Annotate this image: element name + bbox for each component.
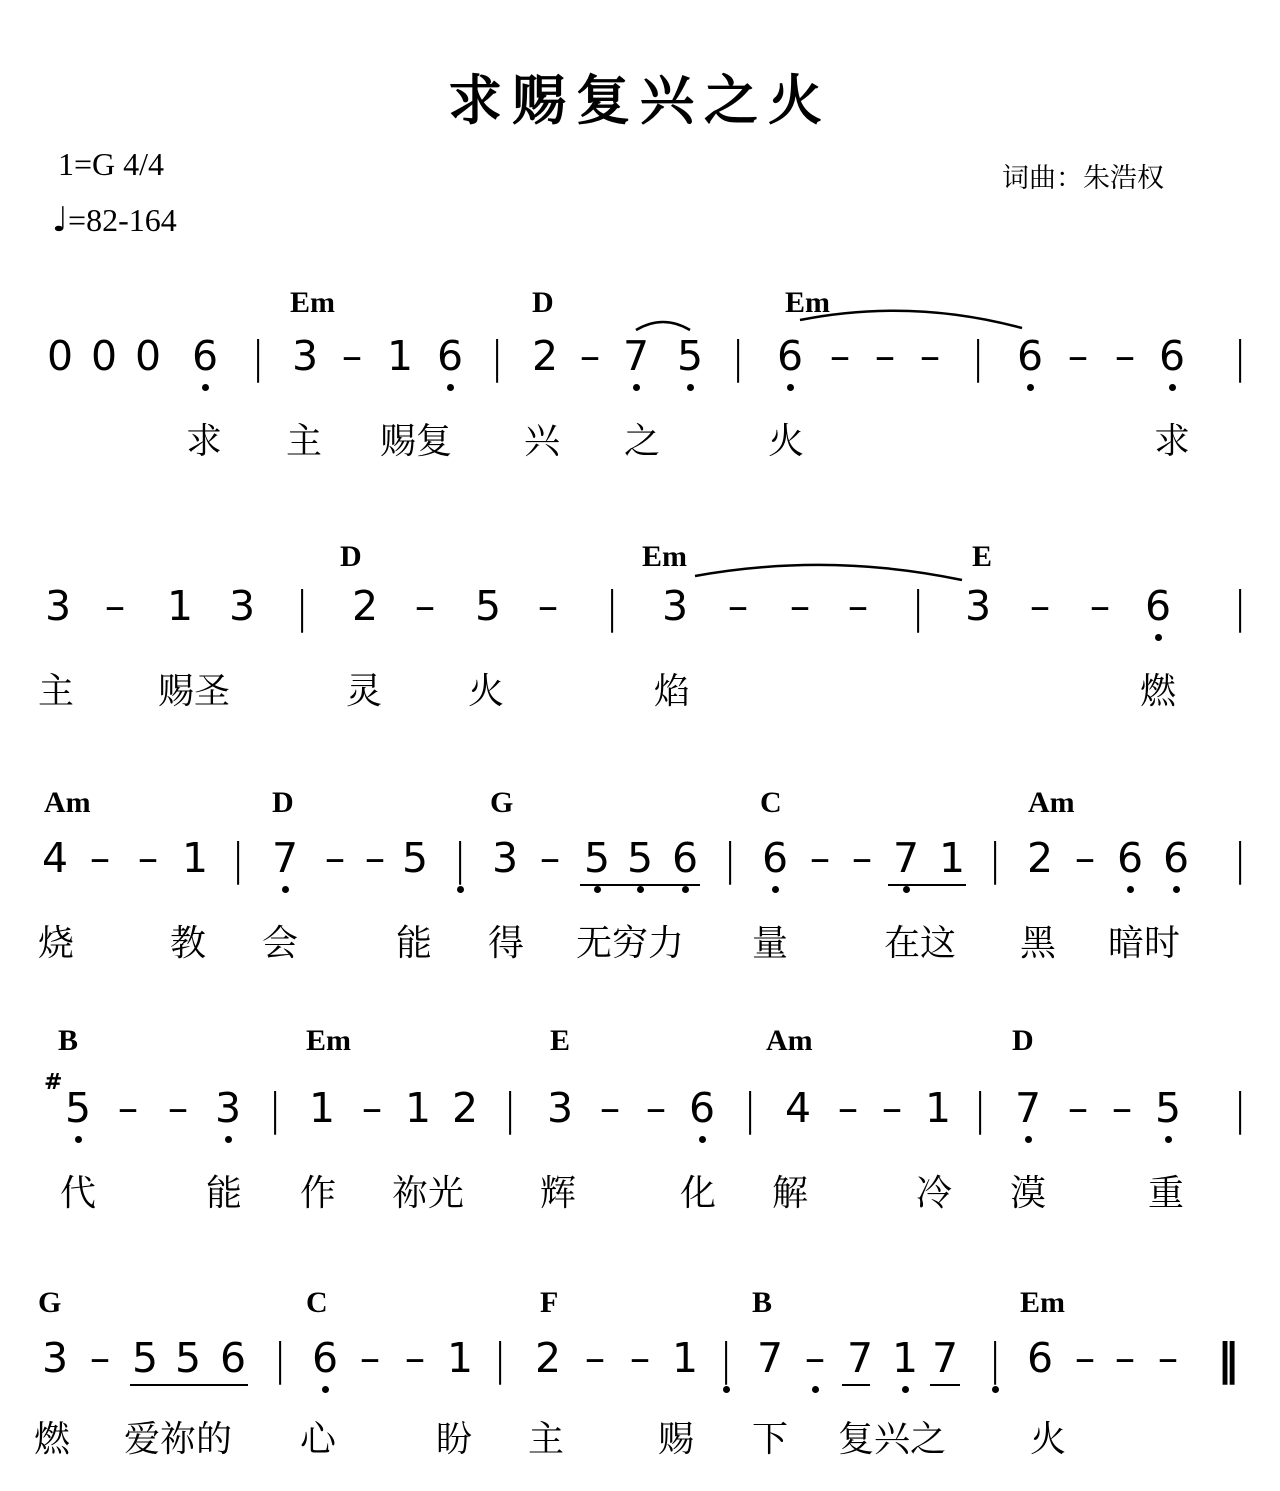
eighth-underline <box>842 1384 870 1386</box>
sharp-sign: # <box>44 1070 63 1095</box>
low-octave-dot <box>75 1136 82 1143</box>
lyric-syllable: 暗时 <box>1108 923 1181 964</box>
note-digit: 1 <box>166 582 194 630</box>
note-digit: 6 <box>1116 834 1144 882</box>
lyric-syllable: 量 <box>752 923 789 964</box>
note-digit: 7 <box>271 834 299 882</box>
lyric-syllable: 主 <box>286 421 323 462</box>
chord-symbol: Em <box>306 1024 351 1057</box>
lyric-syllable: 能 <box>396 923 433 964</box>
lyric-syllable: 烧 <box>38 923 75 964</box>
lyric-syllable: 祢光 <box>392 1173 465 1214</box>
note-digit: 1 <box>891 1334 919 1382</box>
bar-line: | <box>452 834 468 885</box>
low-octave-dot <box>1173 886 1180 893</box>
dash-extension: – <box>1089 582 1111 630</box>
lyric-syllable: 灵 <box>346 671 383 712</box>
bar-line: | <box>294 582 310 633</box>
tempo-marking <box>52 200 177 240</box>
dash-extension: – <box>809 834 831 882</box>
key-and-meter: 1=G 4/4 <box>58 146 165 182</box>
lyric-syllable: 盼 <box>436 1419 473 1460</box>
quarter-note-icon: ♩ <box>52 200 69 240</box>
dash-extension: – <box>579 332 601 380</box>
note-digit: 1 <box>671 1334 699 1382</box>
lyric-syllable: 教 <box>170 923 207 964</box>
note-digit: 3 <box>291 332 319 380</box>
chord-symbol: Em <box>642 540 687 573</box>
low-octave-dot <box>787 384 794 391</box>
chord-symbol: B <box>752 1286 773 1319</box>
note-digit: 7 <box>1014 1084 1042 1132</box>
bar-line: | <box>1232 332 1248 383</box>
dash-extension: – <box>584 1334 606 1382</box>
dash-extension: – <box>361 1084 383 1132</box>
lyric-syllable: 化 <box>680 1173 717 1214</box>
bar-line: | <box>742 1084 758 1135</box>
chord-symbol: Em <box>785 286 830 319</box>
dash-extension: – <box>537 582 559 630</box>
chord-symbol: Am <box>766 1024 813 1057</box>
note-digit: 5 <box>1154 1084 1182 1132</box>
lyric-syllable: 赐复 <box>380 421 453 462</box>
note-digit: 3 <box>661 582 689 630</box>
lyric-syllable: 赐 <box>658 1419 695 1460</box>
note-digit: 6 <box>761 834 789 882</box>
dash-extension: – <box>117 1084 139 1132</box>
note-digit: 4 <box>41 834 69 882</box>
note-digit: 5 <box>676 332 704 380</box>
bar-line: | <box>730 332 746 383</box>
lyric-syllable: 会 <box>262 923 299 964</box>
lyric-syllable: 漠 <box>1010 1173 1047 1214</box>
slur-arc <box>800 311 1022 328</box>
dash-extension: – <box>539 834 561 882</box>
dash-extension: – <box>364 834 386 882</box>
tempo-value: =82-164 <box>68 202 177 238</box>
bar-line: | <box>910 582 926 633</box>
dash-extension: – <box>89 834 111 882</box>
low-octave-dot <box>457 886 464 893</box>
chord-symbol: B <box>58 1024 79 1057</box>
bar-line: | <box>250 332 266 383</box>
note-digit: 2 <box>1026 834 1054 882</box>
lyric-syllable: 在这 <box>884 923 957 964</box>
low-octave-dot <box>687 384 694 391</box>
lyric-syllable: 火 <box>1030 1419 1067 1460</box>
lyric-syllable: 辉 <box>540 1173 577 1214</box>
dash-extension: – <box>599 1084 621 1132</box>
low-octave-dot <box>225 1136 232 1143</box>
note-digit: 3 <box>546 1084 574 1132</box>
dash-extension: – <box>341 332 363 380</box>
note-digit: 4 <box>784 1084 812 1132</box>
note-digit: 3 <box>214 1084 242 1132</box>
note-digit: 3 <box>964 582 992 630</box>
note-digit: 5 <box>583 834 611 882</box>
low-octave-dot <box>633 384 640 391</box>
slur-arc <box>636 322 690 330</box>
note-digit: 1 <box>404 1084 432 1132</box>
low-octave-dot <box>699 1136 706 1143</box>
note-digit: 6 <box>1144 582 1172 630</box>
lyric-syllable: 得 <box>488 923 525 964</box>
bar-line: | <box>230 834 246 885</box>
note-digit: 7 <box>846 1334 874 1382</box>
lyric-syllable: 求 <box>1154 421 1191 462</box>
note-digit: 5 <box>64 1084 92 1132</box>
dash-extension: – <box>837 1084 859 1132</box>
final-bar-line: ‖ <box>1217 1334 1233 1385</box>
chord-symbol: E <box>550 1024 571 1057</box>
note-digit: 3 <box>41 1334 69 1382</box>
low-octave-dot <box>992 1386 999 1393</box>
dash-extension: – <box>727 582 749 630</box>
chord-symbol: D <box>532 286 554 319</box>
bar-line: | <box>722 834 738 885</box>
note-digit: 6 <box>1026 1334 1054 1382</box>
note-digit: 7 <box>931 1334 959 1382</box>
note-digit: 1 <box>181 834 209 882</box>
lyric-syllable: 黑 <box>1020 923 1057 964</box>
dash-extension: – <box>137 834 159 882</box>
dash-extension: – <box>804 1334 826 1382</box>
lyric-syllable: 求 <box>186 421 223 462</box>
low-octave-dot <box>1027 384 1034 391</box>
note-digit: 5 <box>131 1334 159 1382</box>
low-octave-dot <box>1155 634 1162 641</box>
lyric-syllable: 下 <box>752 1419 789 1460</box>
dash-extension: – <box>359 1334 381 1382</box>
lyric-syllable: 作 <box>300 1173 337 1214</box>
dash-extension: – <box>1067 1084 1089 1132</box>
note-digit: 0 <box>46 332 74 380</box>
note-digit: 1 <box>446 1334 474 1382</box>
lyric-syllable: 复兴之 <box>838 1419 947 1460</box>
dash-extension: – <box>1067 332 1089 380</box>
dash-extension: – <box>789 582 811 630</box>
low-octave-dot <box>903 886 910 893</box>
note-digit: 2 <box>531 332 559 380</box>
chord-symbol: Am <box>1028 786 1075 819</box>
note-digit: 2 <box>451 1084 479 1132</box>
chord-symbol: Em <box>290 286 335 319</box>
eighth-underline <box>580 884 700 886</box>
dash-extension: – <box>324 834 346 882</box>
note-digit: 6 <box>688 1084 716 1132</box>
note-digit: 3 <box>228 582 256 630</box>
note-digit: 1 <box>386 332 414 380</box>
note-digit: 5 <box>174 1334 202 1382</box>
lyric-syllable: 兴 <box>524 421 561 462</box>
dash-extension: – <box>1111 1084 1133 1132</box>
lyric-syllable: 心 <box>300 1419 337 1460</box>
dash-extension: – <box>874 332 896 380</box>
dash-extension: – <box>1074 1334 1096 1382</box>
dash-extension: – <box>629 1334 651 1382</box>
chord-symbol: G <box>38 1286 62 1319</box>
bar-line: | <box>604 582 620 633</box>
dash-extension: – <box>1074 834 1096 882</box>
dash-extension: – <box>404 1334 426 1382</box>
dash-extension: – <box>414 582 436 630</box>
low-octave-dot <box>202 384 209 391</box>
bar-line: | <box>1232 582 1248 633</box>
bar-line: | <box>718 1334 734 1385</box>
note-digit: 6 <box>776 332 804 380</box>
chord-symbol: C <box>760 786 782 819</box>
dash-extension: – <box>881 1084 903 1132</box>
dash-extension: – <box>645 1084 667 1132</box>
note-digit: 6 <box>311 1334 339 1382</box>
dash-extension: – <box>89 1334 111 1382</box>
lyric-syllable: 燃 <box>34 1419 71 1460</box>
low-octave-dot <box>1165 1136 1172 1143</box>
bar-line: | <box>987 1334 1003 1385</box>
note-digit: 6 <box>436 332 464 380</box>
chord-symbol: C <box>306 1286 328 1319</box>
note-digit: 7 <box>622 332 650 380</box>
note-digit: 6 <box>1016 332 1044 380</box>
bar-line: | <box>492 1334 508 1385</box>
bar-line: | <box>272 1334 288 1385</box>
bar-line: | <box>972 1084 988 1135</box>
note-digit: 0 <box>90 332 118 380</box>
chord-symbol: D <box>340 540 362 573</box>
low-octave-dot <box>812 1386 819 1393</box>
dash-extension: – <box>829 332 851 380</box>
dash-extension: – <box>851 834 873 882</box>
note-digit: 6 <box>671 834 699 882</box>
song-title: 求赐复兴之火 <box>448 68 832 132</box>
lyric-syllable: 代 <box>60 1173 97 1214</box>
note-digit: 7 <box>892 834 920 882</box>
chord-symbol: Em <box>1020 1286 1065 1319</box>
low-octave-dot <box>594 886 601 893</box>
low-octave-dot <box>1127 886 1134 893</box>
note-digit: 0 <box>134 332 162 380</box>
note-digit: 1 <box>938 834 966 882</box>
note-digit: 6 <box>219 1334 247 1382</box>
dash-extension: – <box>1029 582 1051 630</box>
dash-extension: – <box>847 582 869 630</box>
low-octave-dot <box>902 1386 909 1393</box>
note-digit: 5 <box>474 582 502 630</box>
low-octave-dot <box>1025 1136 1032 1143</box>
note-digit: 6 <box>191 332 219 380</box>
eighth-underline <box>130 1384 248 1386</box>
note-digit: 5 <box>401 834 429 882</box>
chord-symbol: D <box>272 786 294 819</box>
lyric-syllable: 之 <box>624 421 661 462</box>
lyric-syllable: 主 <box>528 1419 565 1460</box>
lyric-syllable: 解 <box>772 1173 809 1214</box>
note-digit: 6 <box>1162 834 1190 882</box>
lyric-syllable: 焰 <box>654 671 691 712</box>
note-digit: 1 <box>308 1084 336 1132</box>
note-digit: 6 <box>1158 332 1186 380</box>
note-digit: 5 <box>626 834 654 882</box>
lyric-syllable: 无穷力 <box>576 923 685 964</box>
eighth-underline <box>930 1384 960 1386</box>
note-digit: 1 <box>924 1084 952 1132</box>
note-digit: 2 <box>534 1334 562 1382</box>
credit: 词曲：朱浩权 <box>1002 163 1164 194</box>
bar-line: | <box>489 332 505 383</box>
chord-symbol: G <box>490 786 514 819</box>
bar-line: | <box>987 834 1003 885</box>
chord-symbol: D <box>1012 1024 1034 1057</box>
lyric-syllable: 冷 <box>916 1173 953 1214</box>
dash-extension: – <box>104 582 126 630</box>
note-digit: 2 <box>351 582 379 630</box>
lyric-syllable: 能 <box>206 1173 243 1214</box>
chord-symbol: Am <box>44 786 91 819</box>
lyric-syllable: 赐圣 <box>158 671 231 712</box>
low-octave-dot <box>447 384 454 391</box>
slur-arc <box>695 565 962 580</box>
lyric-syllable: 重 <box>1148 1173 1185 1214</box>
low-octave-dot <box>637 886 644 893</box>
note-digit: 7 <box>756 1334 784 1382</box>
dash-extension: – <box>1114 332 1136 380</box>
lyric-syllable: 爱祢的 <box>124 1419 233 1460</box>
chord-symbol: E <box>972 540 993 573</box>
lyric-syllable: 火 <box>768 421 805 462</box>
dash-extension: – <box>167 1084 189 1132</box>
low-octave-dot <box>723 1386 730 1393</box>
bar-line: | <box>1232 1084 1248 1135</box>
low-octave-dot <box>282 886 289 893</box>
low-octave-dot <box>772 886 779 893</box>
eighth-underline <box>888 884 966 886</box>
lyric-syllable: 主 <box>38 671 75 712</box>
low-octave-dot <box>322 1386 329 1393</box>
bar-line: | <box>970 332 986 383</box>
lyric-syllable: 火 <box>468 671 505 712</box>
low-octave-dot <box>1169 384 1176 391</box>
bar-line: | <box>1232 834 1248 885</box>
chord-symbol: F <box>540 1286 559 1319</box>
dash-extension: – <box>1157 1334 1179 1382</box>
bar-line: | <box>267 1084 283 1135</box>
low-octave-dot <box>682 886 689 893</box>
note-digit: 3 <box>44 582 72 630</box>
bar-line: | <box>502 1084 518 1135</box>
note-digit: 3 <box>491 834 519 882</box>
lyric-syllable: 燃 <box>1140 671 1177 712</box>
dash-extension: – <box>1114 1334 1136 1382</box>
dash-extension: – <box>919 332 941 380</box>
